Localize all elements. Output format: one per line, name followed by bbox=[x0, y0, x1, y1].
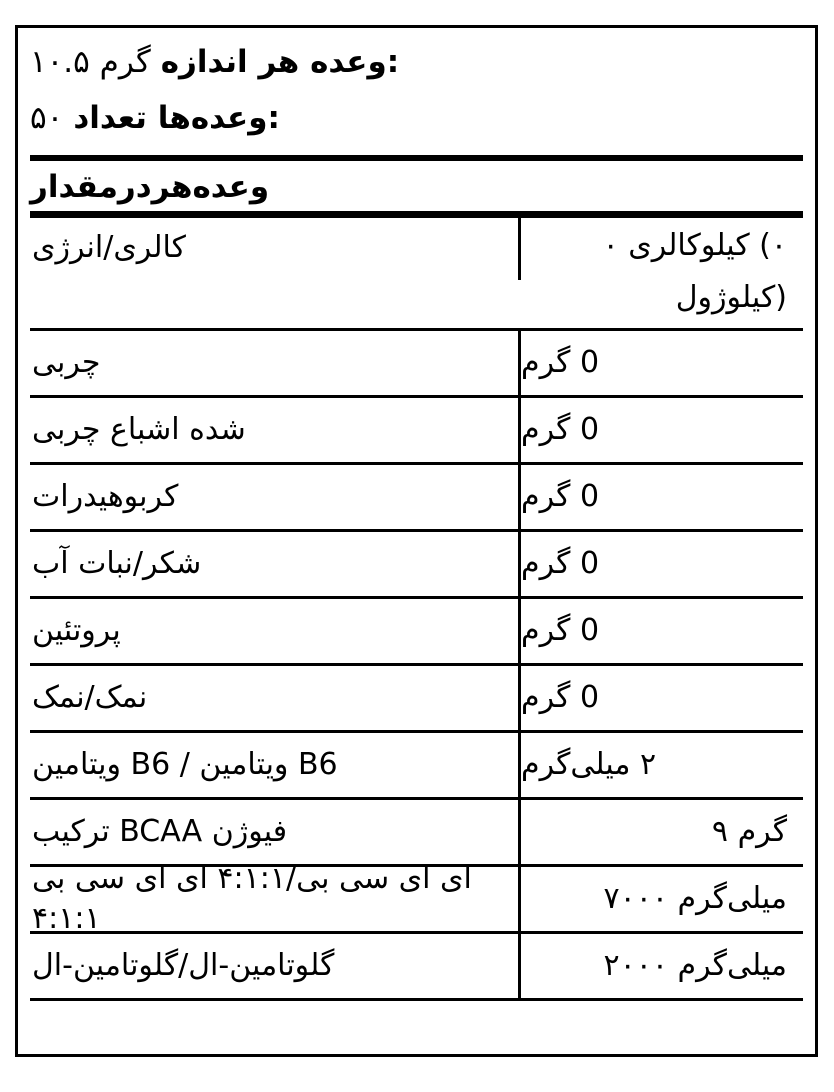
table-row bbox=[30, 666, 803, 733]
table-row bbox=[30, 800, 803, 867]
serving-size-value: ۱۰.۵ گرم bbox=[30, 44, 151, 80]
nutrient-amount: 0 گرم bbox=[518, 331, 803, 395]
table-row bbox=[30, 599, 803, 666]
nutrient-amount: ۲۰۰۰ میلی‌گرم bbox=[518, 934, 803, 998]
nutrient-amount: ۷۰۰۰ میلی‌گرم bbox=[518, 867, 803, 931]
nutrient-name: پروتئین bbox=[32, 612, 121, 648]
serving-info-block bbox=[30, 28, 803, 146]
table-row bbox=[30, 532, 803, 599]
nutrient-name: کربوهیدرات bbox=[32, 478, 179, 514]
nutrient-amount: ۰ کیلوکالری (۰ کیلوژول) bbox=[518, 218, 803, 328]
nutrient-name: بی سی ای ای ۴:۱:۱/بی سی ای ای ۴:۱:۱ bbox=[32, 860, 472, 936]
nutrient-name: آب نبات/شکر bbox=[32, 545, 202, 581]
nutrient-amount: ۲ میلی‌گرم bbox=[518, 733, 803, 797]
servings-count-line bbox=[30, 90, 803, 146]
nutrient-name: انرژی/کالری bbox=[32, 230, 186, 265]
nutrient-name: نمک/نمک bbox=[32, 679, 148, 715]
table-row bbox=[30, 934, 803, 1001]
amount-per-serving-header: مقدار در هر وعده bbox=[30, 169, 270, 205]
table-row bbox=[30, 331, 803, 398]
nutrient-amount: 0 گرم bbox=[518, 666, 803, 730]
nutrient-amount: 0 گرم bbox=[518, 398, 803, 462]
section-divider-rule bbox=[30, 155, 803, 161]
table-row bbox=[30, 465, 803, 532]
nutrition-table bbox=[30, 218, 803, 1001]
nutrient-amount: 0 گرم bbox=[518, 599, 803, 663]
table-row bbox=[30, 218, 803, 331]
nutrient-amount: 0 گرم bbox=[518, 532, 803, 596]
table-top-rule bbox=[30, 211, 803, 218]
nutrient-name: چربی اشباع شده bbox=[32, 411, 246, 447]
nutrition-label-frame bbox=[15, 25, 818, 1057]
nutrient-name: چربی bbox=[32, 344, 101, 380]
nutrient-amount: 0 گرم bbox=[518, 465, 803, 529]
nutrient-name: ترکیب BCAA فیوژن bbox=[32, 813, 288, 849]
nutrient-name: ویتامین B6 / ویتامین B6 bbox=[32, 746, 338, 782]
table-row bbox=[30, 733, 803, 800]
table-row bbox=[30, 398, 803, 465]
nutrient-amount: ۹ گرم bbox=[518, 800, 803, 864]
servings-count-label: تعداد وعده‌ها: bbox=[73, 100, 280, 136]
serving-size-label: اندازه هر وعده: bbox=[160, 44, 400, 80]
nutrient-name: ال-گلوتامین/ال-گلوتامین bbox=[32, 947, 335, 983]
serving-size-line bbox=[30, 34, 803, 90]
table-row bbox=[30, 860, 803, 936]
servings-count-value: ۵۰ bbox=[30, 100, 64, 136]
